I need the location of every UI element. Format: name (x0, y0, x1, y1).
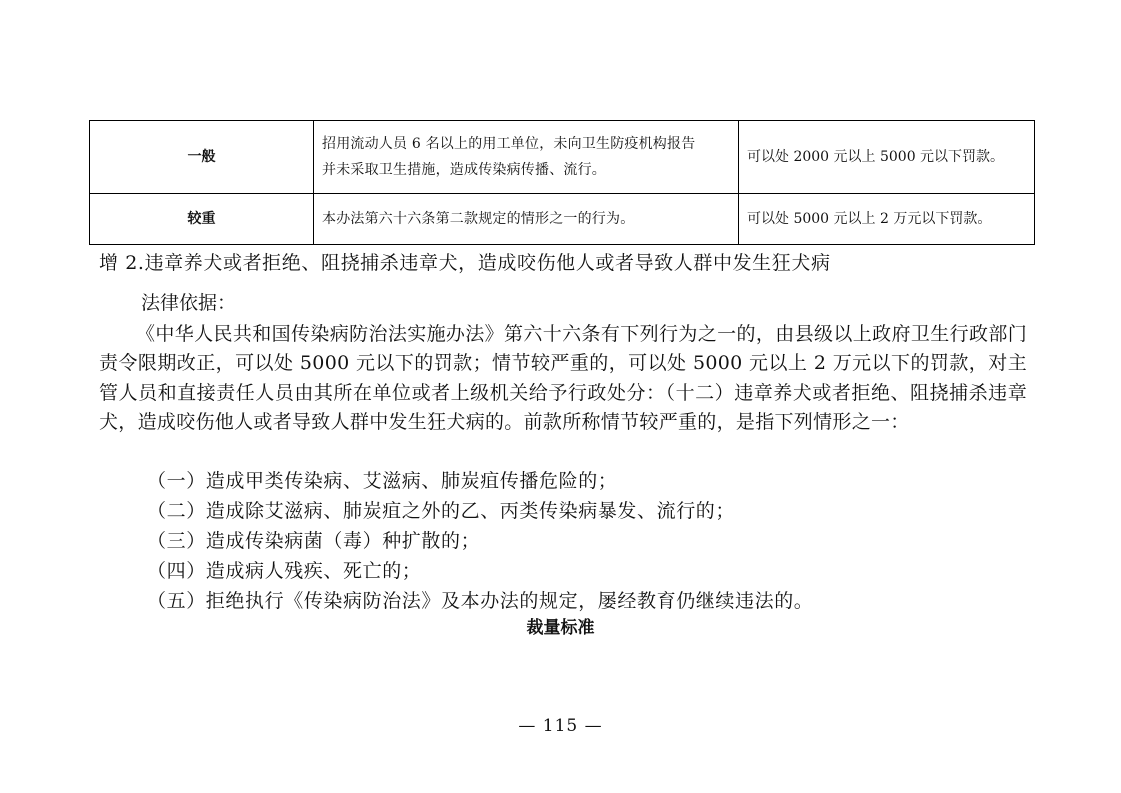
list-item: （二）造成除艾滋病、肺炭疽之外的乙、丙类传染病暴发、流行的； (147, 500, 736, 522)
list-item: （四）造成病人残疾、死亡的； (147, 560, 422, 582)
section-title: 裁量标准 (526, 618, 595, 638)
table-row (90, 121, 1035, 194)
penalty-table (89, 120, 1035, 245)
circumstances-list (147, 466, 813, 616)
list-item: （五）拒绝执行《传染病防治法》及本办法的规定，屡经教育仍继续违法的。 (147, 590, 814, 612)
description-line: 本办法第六十六条第二款规定的情形之一的行为。 (322, 211, 635, 227)
table-row (90, 194, 1035, 245)
severity-level-cell: 一般 (90, 121, 314, 194)
page-number: — 115 — (518, 716, 603, 736)
legal-basis-label: 法律依据： (141, 292, 237, 314)
list-item: （三）造成传染病菌（毒）种扩散的； (147, 530, 481, 552)
violation-description-cell (314, 194, 739, 245)
description-line: 招用流动人员 6 名以上的用工单位，未向卫生防疫机构报告 (322, 136, 696, 152)
penalty-cell: 可以处 2000 元以上 5000 元以下罚款。 (739, 121, 1035, 194)
penalty-cell: 可以处 5000 元以上 2 万元以下罚款。 (739, 194, 1035, 245)
legal-basis-paragraph: 《中华人民共和国传染病防治法实施办法》第六十六条有下列行为之一的，由县级以上政府卫生行政部门责令限期改正，可以处 5000 元以下的罚款；情节较严重的，可以处 5000 元以上 2 万元以下的罚款，对主管人员和直接责任人员由其所在单位或者上级机关给予行政处分：（十二）违章养犬或者拒绝、阻挠捕杀违章犬，造成咬伤他人或者导致人群中发生狂犬病的。前款所称情节较严重的，是指下列情形之一： (99, 323, 1027, 434)
item-heading: 增 2.违章养犬或者拒绝、阻挠捕杀违章犬，造成咬伤他人或者导致人群中发生狂犬病 (99, 252, 831, 274)
list-item: （一）造成甲类传染病、艾滋病、肺炭疽传播危险的； (147, 470, 618, 492)
violation-description-cell (314, 121, 739, 194)
description-line: 并未采取卫生措施，造成传染病传播、流行。 (322, 162, 606, 178)
severity-level-cell: 较重 (90, 194, 314, 245)
